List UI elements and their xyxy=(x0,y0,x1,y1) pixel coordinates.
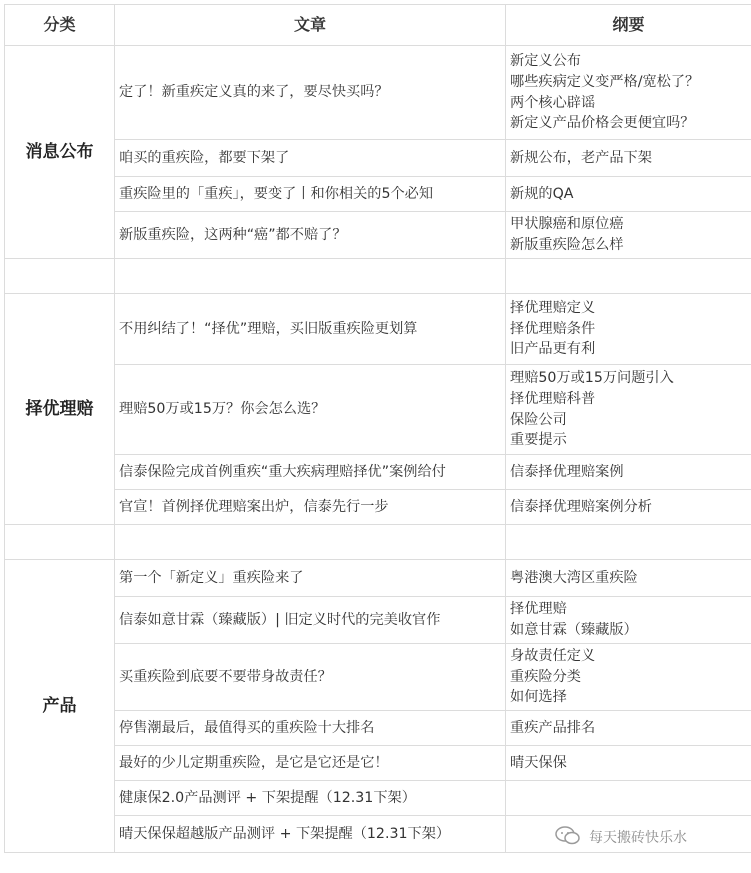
table-row xyxy=(5,781,751,816)
empty-cell xyxy=(506,525,751,560)
outline-item: 新版重疾险怎么样 xyxy=(510,237,624,253)
outline-cell xyxy=(506,177,751,212)
outline-item: 重要提示 xyxy=(510,432,567,449)
header-article: 文章 xyxy=(115,5,506,46)
table-row xyxy=(5,177,751,212)
outline-cell xyxy=(506,490,751,525)
outline-item: 理赔50万或15万问题引入 xyxy=(510,370,674,387)
article-link[interactable]: 不用纠结了！“择优”理赔，买旧版重疾险更划算 xyxy=(115,294,506,365)
outline-cell xyxy=(506,746,751,781)
outline-item: 新定义产品价格会更便宜吗？ xyxy=(510,115,695,132)
empty-cell xyxy=(115,525,506,560)
article-link[interactable]: 定了！新重疾定义真的来了，要尽快买吗？ xyxy=(115,46,506,140)
header-row xyxy=(5,5,751,46)
article-link[interactable]: 健康保2.0产品测评 + 下架提醒（12.31下架） xyxy=(115,781,506,816)
article-link[interactable]: 信泰保险完成首例重疾“重大疾病理赔择优”案例给付 xyxy=(115,455,506,490)
outline-item: 哪些疾病定义变严格/宽松了？ xyxy=(510,73,700,90)
outline-item: 择优理赔定义 xyxy=(510,300,596,317)
spacer-row xyxy=(5,525,751,560)
table-row xyxy=(5,644,751,711)
header-outline: 纲要 xyxy=(506,5,751,46)
table-row xyxy=(5,711,751,746)
empty-cell xyxy=(506,259,751,294)
watermark xyxy=(555,821,745,867)
article-link[interactable]: 咱买的重疾险，都要下架了 xyxy=(115,140,506,177)
outline-item: 重疾险分类 xyxy=(510,668,581,685)
table-row xyxy=(5,294,751,365)
outline-cell xyxy=(506,560,751,597)
outline-item: 甲状腺癌和原位癌 xyxy=(510,216,624,233)
outline-item: 粤港澳大湾区重疾险 xyxy=(510,569,638,586)
table-row xyxy=(5,46,751,140)
table-row xyxy=(5,140,751,177)
outline-item: 旧产品更有利 xyxy=(510,341,596,358)
outline-item: 新定义公布 xyxy=(510,53,581,70)
article-link[interactable]: 最好的少儿定期重疾险，是它是它还是它！ xyxy=(115,746,506,781)
header-category: 分类 xyxy=(5,5,115,46)
table-row xyxy=(5,560,751,597)
outline-item: 身故责任定义 xyxy=(510,648,596,665)
outline-cell xyxy=(506,294,751,365)
outline-cell xyxy=(506,365,751,455)
category-cell: 产品 xyxy=(5,560,115,853)
outline-item: 择优理赔条件 xyxy=(510,320,596,337)
empty-cell xyxy=(5,259,115,294)
outline-item: 择优理赔 xyxy=(510,601,567,618)
outline-cell xyxy=(506,212,751,259)
article-outline-table xyxy=(4,4,751,853)
outline-cell xyxy=(506,140,751,177)
outline-item: 晴天保保 xyxy=(510,754,567,771)
category-cell: 消息公布 xyxy=(5,46,115,259)
outline-item: 择优理赔科普 xyxy=(510,390,596,407)
outline-cell xyxy=(506,781,751,816)
outline-cell xyxy=(506,597,751,644)
article-link[interactable]: 买重疾险到底要不要带身故责任？ xyxy=(115,644,506,711)
outline-item: 新规公布，老产品下架 xyxy=(510,149,652,166)
outline-item: 重疾产品排名 xyxy=(510,719,596,736)
empty-cell xyxy=(5,525,115,560)
table-row xyxy=(5,455,751,490)
outline-item: 信泰择优理赔案例分析 xyxy=(510,498,652,515)
article-link[interactable]: 晴天保保超越版产品测评 + 下架提醒（12.31下架） xyxy=(115,816,506,853)
table-row xyxy=(5,212,751,259)
article-link[interactable]: 重疾险里的「重疾」，要变了丨和你相关的5个必知 xyxy=(115,177,506,212)
outline-cell xyxy=(506,455,751,490)
outline-item: 如意甘霖（臻藏版） xyxy=(510,622,638,638)
table-row xyxy=(5,597,751,644)
article-link[interactable]: 官宣！首例择优理赔案出炉，信泰先行一步 xyxy=(115,490,506,525)
outline-cell xyxy=(506,711,751,746)
spacer-row xyxy=(5,259,751,294)
outline-item: 信泰择优理赔案例 xyxy=(510,463,624,480)
empty-cell xyxy=(115,259,506,294)
outline-item: 两个核心辟谣 xyxy=(510,94,596,111)
outline-item: 新规的QA xyxy=(510,185,574,202)
article-link[interactable]: 停售潮最后，最值得买的重疾险十大排名 xyxy=(115,711,506,746)
outline-item: 如何选择 xyxy=(510,689,567,706)
table-row xyxy=(5,746,751,781)
article-link[interactable]: 第一个「新定义」重疾险来了 xyxy=(115,560,506,597)
outline-cell xyxy=(506,46,751,140)
outline-item: 保险公司 xyxy=(510,411,567,428)
wechat-icon xyxy=(555,825,581,847)
article-link[interactable]: 理赔50万或15万？你会怎么选？ xyxy=(115,365,506,455)
watermark-text: 每天搬砖快乐水 xyxy=(589,830,687,846)
table-row xyxy=(5,365,751,455)
article-link[interactable]: 信泰如意甘霖（臻藏版）| 旧定义时代的完美收官作 xyxy=(115,597,506,644)
article-link[interactable]: 新版重疾险，这两种“癌”都不赔了？ xyxy=(115,212,506,259)
table-row xyxy=(5,490,751,525)
category-cell: 择优理赔 xyxy=(5,294,115,525)
outline-cell xyxy=(506,644,751,711)
